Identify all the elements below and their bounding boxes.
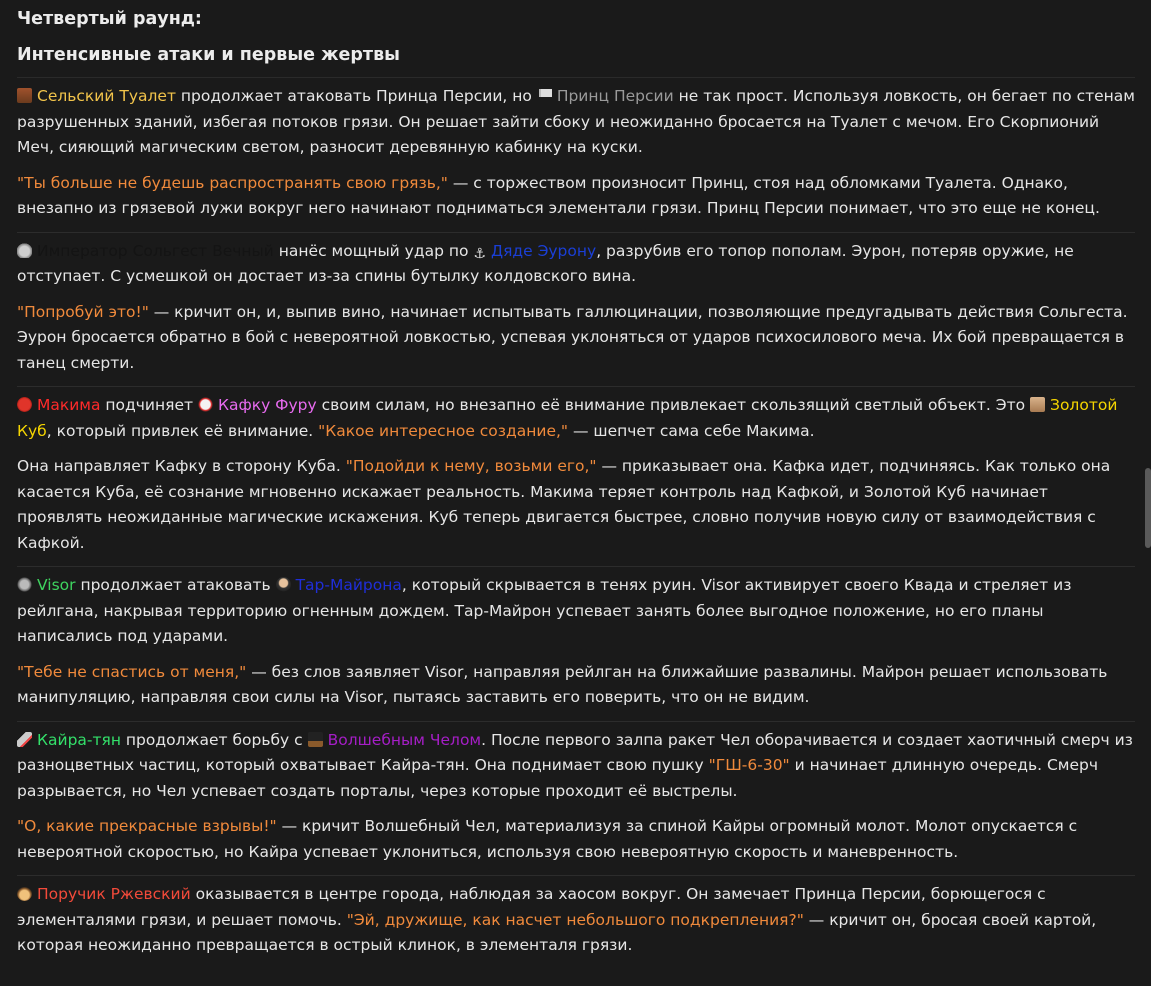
paragraph-text: оказывается в центре города, наблюдая за хаосом вокруг. Он замечает Принца Персии, борющегося с элементалями грязи, и решает помочь.	[17, 885, 1046, 929]
paragraph-text: не так прост. Используя ловкость, он бегает по стенам разрушенных зданий, избегая потоков грязи. Он решает зайти сбоку и неожиданно бросается на Туалет с мечом. Его Скорпионий Меч, сияющий магическим светом, разносит деревянную кабинку на куски.	[17, 87, 1135, 156]
paragraph-text: — кричит он, бросая своей картой, которая неожиданно превращается в острый клинок, в элементаля грязи.	[17, 910, 1097, 954]
battle-section-2	[17, 232, 1135, 377]
character-name: Тар-Майрона	[295, 576, 402, 594]
paragraph	[17, 84, 1135, 161]
paragraph-text: — с торжеством произносит Принц, стоя над обломками Туалета. Однако, внезапно из грязевой лужи вокруг него начинают подниматься элементали грязи. Принц Персии понимает, что это еще не конец.	[17, 173, 1100, 217]
character-name: Кафку Фуру	[217, 396, 317, 414]
paragraph-text: нанёс мощный удар по	[273, 241, 474, 260]
quote: "Ты больше не будешь распространять свою грязь,"	[17, 173, 448, 192]
paragraph-text: — приказывает она. Кафка идет, подчиняясь. Как только она касается Куба, её сознание мгновенно искажает реальность. Макима теряет контроль над Кафкой, и Золотой Куб начинает проявлять неожиданные магические искажения. Куб теперь двигается быстрее, словно получив новую силу от взаимодействия с Кафкой.	[17, 457, 1111, 552]
box-icon	[1030, 397, 1045, 412]
character-name: Принц Персии	[556, 87, 674, 105]
character-name: Золотой Куб	[17, 396, 1118, 440]
devil-icon	[17, 397, 32, 412]
quote: "Какое интересное создание,"	[318, 421, 569, 440]
paragraph-text: своим силам, но внезапно её внимание привлекает скользящий светлый объект. Это	[316, 396, 1031, 414]
paragraph	[17, 882, 1135, 959]
battle-section-3	[17, 386, 1135, 556]
wolf-icon	[17, 243, 32, 258]
quote: "Попробуй это!"	[17, 302, 149, 321]
battle-section-5	[17, 721, 1135, 866]
paragraph	[17, 814, 1135, 865]
quote: "Эй, дружище, как насчет небольшого подкрепления?"	[346, 910, 804, 929]
paragraph-text: , разрубив его топор пополам. Эурон, потеряв оружие, не отступает. С усмешкой он достает из-за спины бутылку колдовского вина.	[17, 241, 1074, 285]
top-hat-icon	[308, 732, 323, 747]
gamepad-icon	[17, 577, 32, 592]
paragraph-text: — кричит Волшебный Чел, материализуя за спиной Кайры огромный молот. Молот опускается с невероятной скоростью, но Кайра успевает уклониться, используя свою невероятную скорость и маневренность.	[17, 817, 1078, 861]
door-icon	[17, 88, 32, 103]
character-name: Поручик Ржевский	[37, 885, 191, 903]
cowboy-icon	[17, 886, 32, 901]
ninja-icon	[276, 577, 291, 592]
paragraph	[17, 728, 1135, 805]
paragraph-text: — шепчет сама себе Макима.	[568, 421, 815, 440]
quote: "Тебе не спастись от меня,"	[17, 662, 247, 681]
paragraph-text: продолжает атаковать	[75, 576, 276, 594]
clown-icon	[198, 397, 213, 412]
paragraph	[17, 573, 1135, 650]
character-name: Дяде Эурону	[490, 241, 597, 260]
paragraph	[17, 454, 1135, 556]
anchor-icon: ⚓	[473, 245, 486, 262]
round-title: Четвертый раунд:	[17, 9, 202, 29]
paragraph	[17, 300, 1135, 377]
quote: "О, какие прекрасные взрывы!"	[17, 817, 277, 835]
round-subtitle: Интенсивные атаки и первые жертвы	[17, 45, 400, 65]
paragraph-text: и начинает длинную очередь. Смерч разрывается, но Чел успевает создать порталы, через которые проходит её выстрелы.	[17, 756, 1099, 800]
character-name: Visor	[37, 576, 76, 594]
paragraph-text: продолжает атаковать Принца Персии, но	[175, 87, 537, 105]
paragraph-text: — без слов заявляет Visor, направляя рейлган на ближайшие развалины. Майрон решает использовать манипуляцию, направляя свои силы на Visor, пытаясь заставить его поверить, что он не видим.	[17, 662, 1108, 706]
character-name: Император Сольгест Вечный	[37, 241, 274, 260]
paragraph-text: , который привлек её внимание.	[46, 421, 319, 440]
character-name: Кайра-тян	[37, 730, 121, 749]
rocket-icon	[17, 732, 32, 747]
paragraph	[17, 239, 1135, 290]
paragraph-text: подчиняет	[100, 396, 198, 414]
character-name: Макима	[37, 396, 101, 414]
flag-icon	[537, 88, 552, 103]
character-name: Сельский Туалет	[37, 87, 176, 105]
quote: "ГШ-6-30"	[708, 756, 790, 774]
story-content	[17, 4, 1135, 969]
paragraph-text: — кричит он, и, выпив вино, начинает испытывать галлюцинации, позволяющие предугадывать действия Сольгеста. Эурон бросается обратно в бой с невероятной ловкостью, успевая уклоняться от ударов психосилового меча. Их бой превращается в танец смерти.	[17, 302, 1128, 372]
paragraph-text: Она направляет Кафку в сторону Куба.	[17, 457, 346, 475]
paragraph	[17, 393, 1135, 444]
battle-section-1	[17, 77, 1135, 222]
paragraph-text: , который скрывается в тенях руин. Visor активирует своего Квада и стреляет из рейлгана, накрывая территорию огненным дождем. Тар-Майрон успевает занять более выгодное положение, но его планы написались под ударами.	[17, 576, 1072, 645]
paragraph	[17, 171, 1135, 222]
paragraph	[17, 660, 1135, 711]
quote: "Подойди к нему, возьми его,"	[345, 457, 597, 475]
scrollbar-thumb[interactable]	[1145, 468, 1151, 548]
character-name: Волшебным Челом	[327, 730, 482, 749]
battle-section-6	[17, 875, 1135, 959]
paragraph-text: . После первого залпа ракет Чел оборачивается и создает хаотичный смерч из разноцветных частиц, который охватывает Кайра-тян. Она поднимает свою пушку	[17, 730, 1133, 774]
paragraph-text: продолжает борьбу с	[121, 730, 308, 749]
battle-section-4	[17, 566, 1135, 711]
